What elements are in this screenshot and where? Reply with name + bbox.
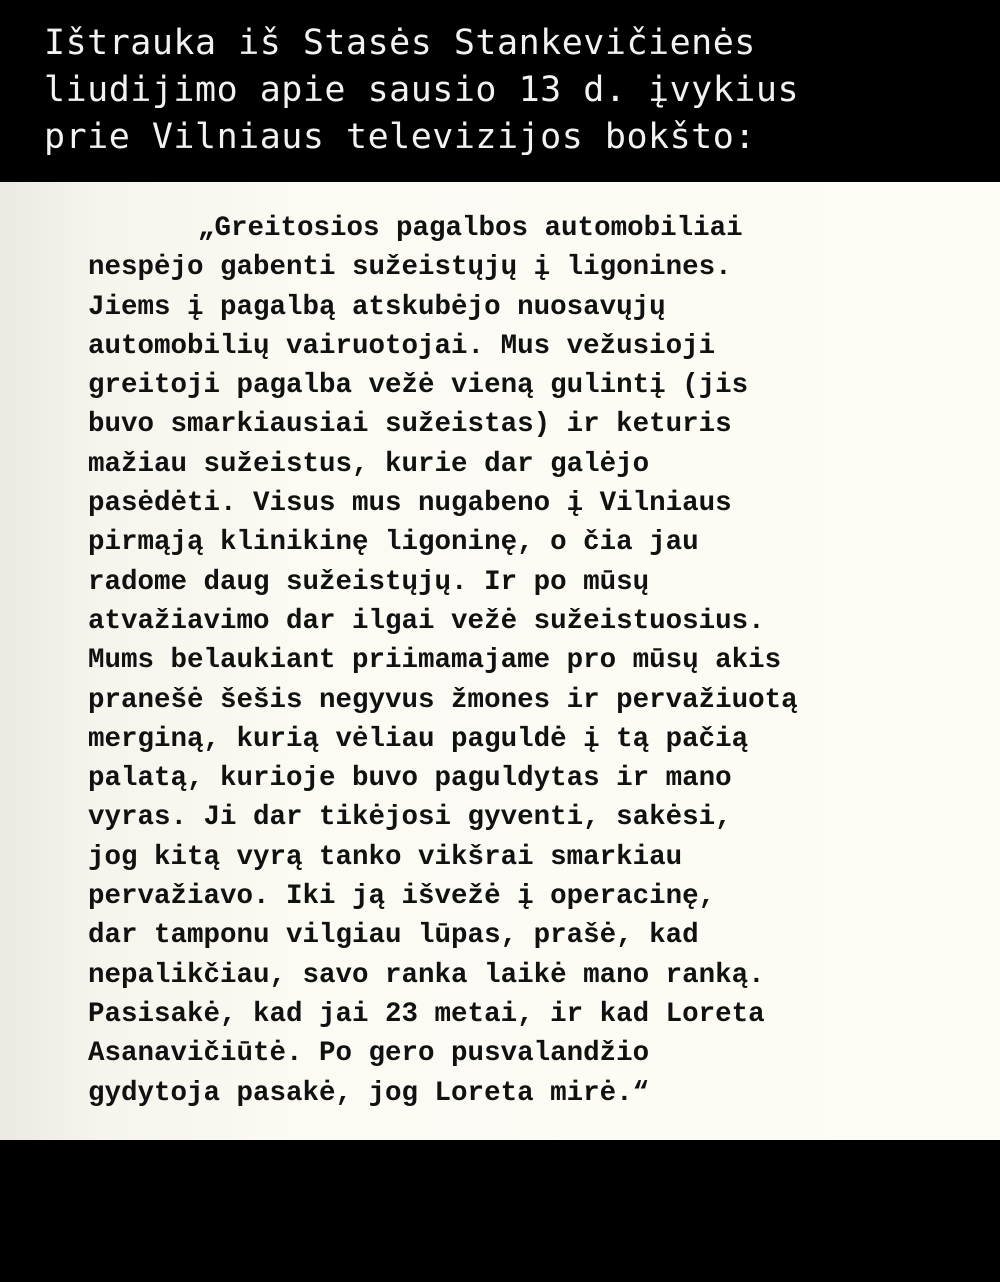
testimony-quote: „Greitosios pagalbos automobiliai nespėjo gabenti sužeistųjų į ligonines. Jiems į pagalbą atskubėjo nuosavųjų automobilių vairuotojai. Mus vežusioji greitoji pagalba vežė vieną gulintį (jis buvo smarkiausiai sužeistas) ir keturis mažiau sužeistus, kurie dar galėjo pasėdėti. Visus mus nugabeno į Vilniaus pirmąją klinikinę ligoninę, o čia jau radome daug sužeistųjų. Ir po mūsų atvažiavimo dar ilgai vežė sužeistuosius. Mums belaukiant priimamajame pro mūsų akis pranešė šešis negyvus žmones ir pervažiuotą merginą, kurią vėliau paguldė į tą pačią palatą, kurioje buvo paguldytas ir mano vyras. Ji dar tikėjosi gyventi, sakėsi, jog kitą vyrą tanko vikšrai smarkiau pervažiavo. Iki ją išvežė į operacinę, dar tamponu vilgiau lūpas, prašė, kad nepalikčiau, savo ranka laikė mano ranką. Pasisakė, kad jai 23 metai, ir kad Loreta Asanavičiūtė. Po gero pusvalandžio gydytoja pasakė, jog Loreta mirė.“	[88, 213, 798, 1109]
quote-panel	[0, 182, 1000, 1140]
header-bar	[0, 0, 1000, 182]
page-title: Ištrauka iš Stasės Stankevičienės liudijimo apie sausio 13 d. įvykius prie Vilniaus televizijos bokšto:	[44, 23, 800, 157]
footer-bar	[0, 1140, 1000, 1282]
